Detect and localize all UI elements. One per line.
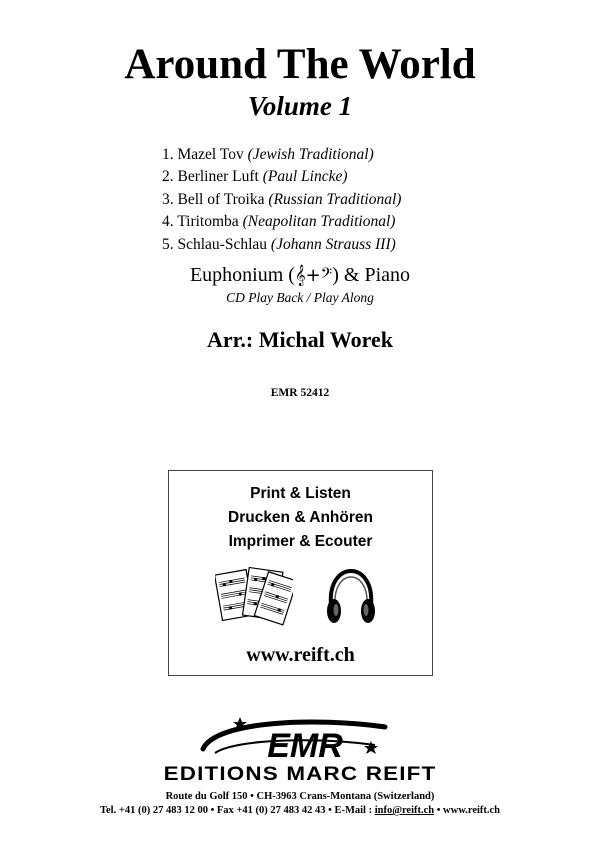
track-item [162, 166, 492, 188]
volume-subtitle: Volume 1 [247, 91, 353, 121]
promo-line-german: Drucken & Anhören [228, 509, 373, 526]
instrumentation-prefix: Euphonium ( [189, 264, 295, 286]
track-name: Tiritomba [177, 213, 239, 231]
catalog-number: EMR 52412 [270, 387, 330, 399]
promo-line-french: Imprimer & Ecouter [228, 533, 373, 550]
clef-symbols: 𝄞+𝄢 [294, 265, 333, 286]
track-name: Schlau-Schlau [177, 235, 268, 253]
print-listen-box [168, 470, 433, 676]
track-number: 1. [162, 146, 174, 163]
track-composer: (Paul Lincke) [262, 168, 348, 186]
logo-lettering: EMR [267, 727, 343, 765]
track-list [162, 144, 492, 256]
promo-line-english: Print & Listen [250, 485, 351, 502]
track-composer: (Johann Strauss III) [270, 235, 396, 253]
track-composer: (Russian Traditional) [268, 190, 402, 208]
page-title: Around The World [124, 41, 476, 88]
publisher-contact [0, 804, 600, 817]
track-number: 4. [162, 213, 174, 231]
track-item [162, 144, 492, 166]
instrumentation [0, 262, 600, 289]
track-name: Bell of Troika [177, 190, 265, 208]
track-number: 3. [162, 190, 174, 208]
instrumentation-suffix: ) & Piano [332, 264, 411, 286]
track-number: 2. [162, 168, 174, 186]
headphones-icon [323, 567, 379, 629]
track-composer: (Jewish Traditional) [247, 146, 374, 163]
contact-phone-fax: Tel. +41 (0) 27 483 12 00 • Fax +41 (0) 27 483 42 43 • E-Mail : [99, 805, 375, 816]
contact-website: • www.reift.ch [434, 805, 501, 816]
playback-note: CD Play Back / Play Along [226, 290, 374, 305]
track-item [162, 211, 492, 233]
arranger-credit: Arr.: Michal Worek [207, 327, 393, 352]
publisher-name: EDITIONS MARC REIFT [163, 764, 437, 785]
track-item [162, 189, 492, 211]
track-name: Berliner Luft [177, 168, 259, 186]
publisher-address: Route du Golf 150 • CH-3963 Crans-Montana (Switzerland) [165, 791, 435, 802]
track-composer: (Neapolitan Traditional) [242, 213, 396, 231]
promo-website[interactable]: www.reift.ch [246, 644, 355, 666]
track-name: Mazel Tov [177, 146, 244, 163]
sheet-music-icon [215, 564, 293, 630]
track-item [162, 234, 492, 256]
track-number: 5. [162, 235, 174, 253]
contact-email-link[interactable]: info@reift.ch [374, 805, 435, 816]
